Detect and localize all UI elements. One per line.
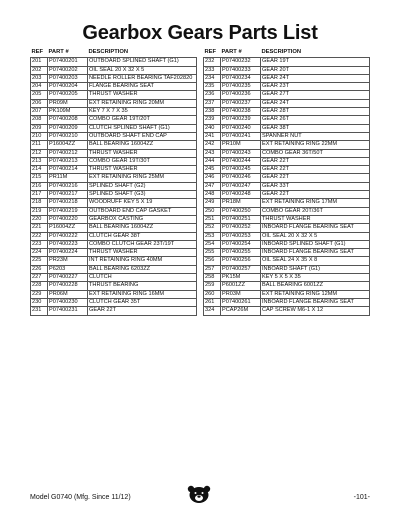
part-number-cell: P07400245	[221, 166, 261, 174]
part-number-cell: P07400250	[221, 207, 261, 215]
part-number-cell: P07400257	[221, 265, 261, 273]
ref-cell: 249	[204, 199, 221, 207]
ref-cell: 218	[31, 199, 48, 207]
ref-cell: 236	[204, 91, 221, 99]
table-row	[204, 298, 370, 306]
ref-cell: 234	[204, 74, 221, 82]
part-number-cell: PR06M	[48, 290, 88, 298]
description-cell: INBOARD SPLINED SHAFT (G1)	[261, 240, 370, 248]
ref-cell: 254	[204, 240, 221, 248]
description-cell: OUTBOARD END CAP GASKET	[88, 207, 197, 215]
ref-cell: 232	[204, 58, 221, 66]
description-cell: GEAR 26T	[261, 116, 370, 124]
part-number-cell: PR11M	[48, 174, 88, 182]
description-cell: EXT RETAINING RING 25MM	[88, 174, 197, 182]
ref-cell: 209	[31, 124, 48, 132]
ref-cell: 202	[31, 66, 48, 74]
part-number-cell: P07400230	[48, 298, 88, 306]
description-cell: THRUST WASHER	[88, 91, 197, 99]
header-ref: REF	[31, 49, 44, 55]
description-cell: KEY 5 X 5 X 35	[261, 274, 370, 282]
table-row	[31, 265, 197, 273]
part-number-cell: P07400205	[48, 91, 88, 99]
description-cell: INBOARD FLANGE BEARING SEAT	[261, 224, 370, 232]
description-cell: EXT RETAINING RING 17MM	[261, 199, 370, 207]
ref-cell: 253	[204, 232, 221, 240]
ref-cell: 221	[31, 224, 48, 232]
table-row	[204, 58, 370, 66]
table-header-row	[204, 49, 370, 58]
description-cell: GEAR 22T	[261, 191, 370, 199]
description-cell: CLUTCH SPLINED SHAFT (G1)	[88, 124, 197, 132]
table-row	[204, 132, 370, 140]
part-number-cell: P07400223	[48, 240, 88, 248]
part-number-cell: P07400241	[221, 132, 261, 140]
table-row	[31, 91, 197, 99]
part-number-cell: P16004ZZ	[48, 141, 88, 149]
ref-cell: 219	[31, 207, 48, 215]
table-row	[31, 124, 197, 132]
ref-cell: 245	[204, 166, 221, 174]
ref-cell: 255	[204, 249, 221, 257]
page-number: -101-	[353, 494, 370, 501]
table-row	[31, 298, 197, 306]
table-header-row	[31, 49, 197, 58]
ref-cell: 246	[204, 174, 221, 182]
table-row	[204, 290, 370, 298]
part-number-cell: P6001ZZ	[221, 282, 261, 290]
header-description: DESCRIPTION	[261, 49, 302, 55]
table-row	[31, 149, 197, 157]
part-number-cell: P07400203	[48, 74, 88, 82]
part-number-cell: P07400217	[48, 191, 88, 199]
description-cell: SPANNER NUT	[261, 132, 370, 140]
part-number-cell: P07400209	[48, 124, 88, 132]
table-row	[31, 74, 197, 82]
table-row	[31, 182, 197, 190]
table-row	[204, 166, 370, 174]
table-row	[204, 215, 370, 223]
table-row	[31, 274, 197, 282]
ref-cell: 239	[204, 116, 221, 124]
ref-cell: 205	[31, 91, 48, 99]
part-number-cell: P07400231	[48, 307, 88, 315]
description-cell: CLUTCH	[88, 274, 197, 282]
description-cell: WOODRUFF KEY 5 X 19	[88, 199, 197, 207]
ref-cell: 261	[204, 298, 221, 306]
ref-cell: 238	[204, 108, 221, 116]
ref-cell: 230	[31, 298, 48, 306]
description-cell: CLUTCH GEAR 38T	[88, 232, 197, 240]
part-number-cell: PK109M	[48, 108, 88, 116]
ref-cell: 243	[204, 149, 221, 157]
description-cell: INBOARD SHAFT (G1)	[261, 265, 370, 273]
description-cell: BALL BEARING 16004ZZ	[88, 141, 197, 149]
table-row	[31, 282, 197, 290]
part-number-cell: P07400233	[221, 66, 261, 74]
description-cell: INBOARD FLANGE BEARING SEAT	[261, 298, 370, 306]
description-cell: GEAR 38T	[261, 124, 370, 132]
ref-cell: 251	[204, 215, 221, 223]
description-cell: THRUST WASHER	[88, 166, 197, 174]
grizzly-bear-logo-icon	[186, 484, 212, 504]
table-row	[31, 108, 197, 116]
ref-cell: 212	[31, 149, 48, 157]
table-row	[31, 58, 197, 66]
part-number-cell: P07400243	[221, 149, 261, 157]
description-cell: CLUTCH GEAR 35T	[88, 298, 197, 306]
ref-cell: 235	[204, 83, 221, 91]
description-cell: GEAR 20T	[261, 66, 370, 74]
table-row	[204, 74, 370, 82]
part-number-cell: PR10M	[221, 141, 261, 149]
part-number-cell: P07400246	[221, 174, 261, 182]
description-cell: BALL BEARING 6203ZZ	[88, 265, 197, 273]
table-row	[31, 215, 197, 223]
part-number-cell: PR18M	[221, 199, 261, 207]
part-number-cell: P07400210	[48, 132, 88, 140]
table-row	[31, 224, 197, 232]
ref-cell: 223	[31, 240, 48, 248]
description-cell: OUTBOARD SHAFT END CAP	[88, 132, 197, 140]
table-row	[31, 257, 197, 265]
part-number-cell: PK15M	[221, 274, 261, 282]
ref-cell: 241	[204, 132, 221, 140]
part-number-cell: P07400237	[221, 99, 261, 107]
part-number-cell: P07400204	[48, 83, 88, 91]
ref-cell: 256	[204, 257, 221, 265]
ref-cell: 324	[204, 307, 221, 315]
description-cell: OUTBOARD SPLINED SHAFT (G1)	[88, 58, 197, 66]
table-row	[204, 265, 370, 273]
table-row	[204, 232, 370, 240]
ref-cell: 225	[31, 257, 48, 265]
table-row	[204, 182, 370, 190]
table-row	[31, 83, 197, 91]
ref-cell: 231	[31, 307, 48, 315]
description-cell: COMBO GEAR 19T/30T	[88, 157, 197, 165]
description-cell: OIL SEAL 20 X 32 X 5	[261, 232, 370, 240]
ref-cell: 216	[31, 182, 48, 190]
table-row	[31, 207, 197, 215]
ref-cell: 204	[31, 83, 48, 91]
ref-cell: 224	[31, 249, 48, 257]
part-number-cell: P07400235	[221, 83, 261, 91]
part-number-cell: P07400212	[48, 149, 88, 157]
ref-cell: 208	[31, 116, 48, 124]
description-cell: INBOARD FLANGE BEARING SEAT	[261, 249, 370, 257]
part-number-cell: P07400208	[48, 116, 88, 124]
description-cell: GEAR 22T	[88, 307, 197, 315]
part-number-cell: P16004ZZ	[48, 224, 88, 232]
description-cell: KEY 7 X 7 X 35	[88, 108, 197, 116]
description-cell: GEAR 22T	[261, 174, 370, 182]
part-number-cell: P07400234	[221, 74, 261, 82]
table-row	[31, 240, 197, 248]
table-row	[31, 132, 197, 140]
ref-cell: 244	[204, 157, 221, 165]
parts-tables	[30, 49, 370, 316]
ref-cell: 207	[31, 108, 48, 116]
table-row	[204, 199, 370, 207]
ref-cell: 203	[31, 74, 48, 82]
table-row	[204, 191, 370, 199]
description-cell: THRUST BEARING	[88, 282, 197, 290]
ref-cell: 248	[204, 191, 221, 199]
part-number-cell: PR23M	[48, 257, 88, 265]
ref-cell: 233	[204, 66, 221, 74]
table-row	[31, 290, 197, 298]
ref-cell: 215	[31, 174, 48, 182]
table-row	[31, 232, 197, 240]
part-number-cell: P07400219	[48, 207, 88, 215]
table-row	[204, 116, 370, 124]
description-cell: OIL SEAL 20 X 32 X 5	[88, 66, 197, 74]
description-cell: EXT RETAINING RING 22MM	[261, 141, 370, 149]
description-cell: FLANGE BEARING SEAT	[88, 83, 197, 91]
table-row	[204, 108, 370, 116]
description-cell: GEAR 23T	[261, 83, 370, 91]
part-number-cell: P07400252	[221, 224, 261, 232]
table-row	[204, 149, 370, 157]
part-number-cell: PR03M	[221, 290, 261, 298]
description-cell: INT RETAINING RING 40MM	[88, 257, 197, 265]
part-number-cell: P07400220	[48, 215, 88, 223]
part-number-cell: P07400256	[221, 257, 261, 265]
header-part: PART #	[48, 49, 69, 55]
description-cell: GEAR 24T	[261, 74, 370, 82]
table-row	[31, 199, 197, 207]
table-row	[204, 224, 370, 232]
part-number-cell: P07400216	[48, 182, 88, 190]
table-row	[204, 307, 370, 315]
ref-cell: 242	[204, 141, 221, 149]
page-title: Gearbox Gears Parts List	[82, 22, 318, 44]
part-number-cell: P07400228	[48, 282, 88, 290]
ref-cell: 210	[31, 132, 48, 140]
part-number-cell: P07400202	[48, 66, 88, 74]
description-cell: COMBO GEAR 20T/36T	[261, 207, 370, 215]
description-cell: GEAR 28T	[261, 108, 370, 116]
description-cell: GEAR 19T	[261, 58, 370, 66]
table-row	[31, 307, 197, 315]
part-number-cell: P07400254	[221, 240, 261, 248]
table-row	[31, 191, 197, 199]
description-cell: EXT RETAINING RING 20MM	[88, 99, 197, 107]
ref-cell: 257	[204, 265, 221, 273]
description-cell: THRUST WASHER	[88, 249, 197, 257]
table-row	[204, 141, 370, 149]
part-number-cell: PR09M	[48, 99, 88, 107]
table-row	[204, 249, 370, 257]
ref-cell: 240	[204, 124, 221, 132]
description-cell: THRUST WASHER	[261, 215, 370, 223]
description-cell: GEAR 22T	[261, 166, 370, 174]
description-cell: COMBO GEAR 19T/20T	[88, 116, 197, 124]
description-cell: BALL BEARING 6001ZZ	[261, 282, 370, 290]
part-number-cell: P07400255	[221, 249, 261, 257]
ref-cell: 250	[204, 207, 221, 215]
part-number-cell: P07400227	[48, 274, 88, 282]
part-number-cell: P07400214	[48, 166, 88, 174]
ref-cell: 237	[204, 99, 221, 107]
description-cell: THRUST WASHER	[88, 149, 197, 157]
table-row	[204, 157, 370, 165]
part-number-cell: P07400261	[221, 298, 261, 306]
table-row	[204, 91, 370, 99]
table-row	[204, 240, 370, 248]
part-number-cell: P07400222	[48, 232, 88, 240]
description-cell: GEAR 22T	[261, 157, 370, 165]
ref-cell: 211	[31, 141, 48, 149]
part-number-cell: P07400232	[221, 58, 261, 66]
ref-cell: 229	[31, 290, 48, 298]
part-number-cell: PCAP26M	[221, 307, 261, 315]
ref-cell: 214	[31, 166, 48, 174]
ref-cell: 217	[31, 191, 48, 199]
description-cell: EXT RETAINING RING 12MM	[261, 290, 370, 298]
ref-cell: 213	[31, 157, 48, 165]
table-row	[31, 166, 197, 174]
table-row	[204, 66, 370, 74]
table-row	[31, 157, 197, 165]
description-cell: GEAR 24T	[261, 99, 370, 107]
ref-cell: 228	[31, 282, 48, 290]
part-number-cell: P07400247	[221, 182, 261, 190]
part-number-cell: P07400239	[221, 116, 261, 124]
part-number-cell: P07400253	[221, 232, 261, 240]
table-row	[204, 124, 370, 132]
part-number-cell: P07400240	[221, 124, 261, 132]
description-cell: NEEDLE ROLLER BEARING TAF202820	[88, 74, 197, 82]
table-row	[31, 66, 197, 74]
table-row	[31, 249, 197, 257]
part-number-cell: P6203	[48, 265, 88, 273]
header-part: PART #	[221, 49, 242, 55]
description-cell: SPLINED SHAFT (G2)	[88, 182, 197, 190]
parts-table-right	[203, 49, 370, 316]
parts-table-left	[30, 49, 197, 316]
part-number-cell: P07400213	[48, 157, 88, 165]
description-cell: OIL SEAL 24 X 35 X 8	[261, 257, 370, 265]
description-cell: GEAR 27T	[261, 91, 370, 99]
part-number-cell: P07400248	[221, 191, 261, 199]
part-number-cell: P07400224	[48, 249, 88, 257]
part-number-cell: P07400251	[221, 215, 261, 223]
ref-cell: 247	[204, 182, 221, 190]
description-cell: BALL BEARING 16004ZZ	[88, 224, 197, 232]
table-row	[204, 282, 370, 290]
part-number-cell: P07400244	[221, 157, 261, 165]
table-row	[204, 207, 370, 215]
description-cell: EXT RETAINING RING 16MM	[88, 290, 197, 298]
ref-cell: 227	[31, 274, 48, 282]
header-description: DESCRIPTION	[88, 49, 129, 55]
part-number-cell: P07400238	[221, 108, 261, 116]
description-cell: GEARBOX CASTING	[88, 215, 197, 223]
ref-cell: 260	[204, 290, 221, 298]
table-row	[204, 274, 370, 282]
ref-cell: 226	[31, 265, 48, 273]
part-number-cell: P07400236	[221, 91, 261, 99]
ref-cell: 222	[31, 232, 48, 240]
header-ref: REF	[204, 49, 217, 55]
table-row	[204, 174, 370, 182]
description-cell: COMBO GEAR 36T/50T	[261, 149, 370, 157]
table-row	[31, 116, 197, 124]
table-row	[31, 174, 197, 182]
description-cell: CAP SCREW M6-1 X 12	[261, 307, 370, 315]
ref-cell: 259	[204, 282, 221, 290]
ref-cell: 252	[204, 224, 221, 232]
ref-cell: 206	[31, 99, 48, 107]
description-cell: GEAR 33T	[261, 182, 370, 190]
ref-cell: 201	[31, 58, 48, 66]
table-row	[31, 99, 197, 107]
part-number-cell: P07400218	[48, 199, 88, 207]
description-cell: SPLINED SHAFT (G3)	[88, 191, 197, 199]
table-row	[204, 99, 370, 107]
ref-cell: 258	[204, 274, 221, 282]
table-row	[31, 141, 197, 149]
table-row	[204, 257, 370, 265]
footer-model: Model G0740 (Mfg. Since 11/12)	[30, 494, 131, 501]
part-number-cell: P07400201	[48, 58, 88, 66]
table-row	[204, 83, 370, 91]
description-cell: COMBO CLUTCH GEAR 23T/19T	[88, 240, 197, 248]
ref-cell: 220	[31, 215, 48, 223]
